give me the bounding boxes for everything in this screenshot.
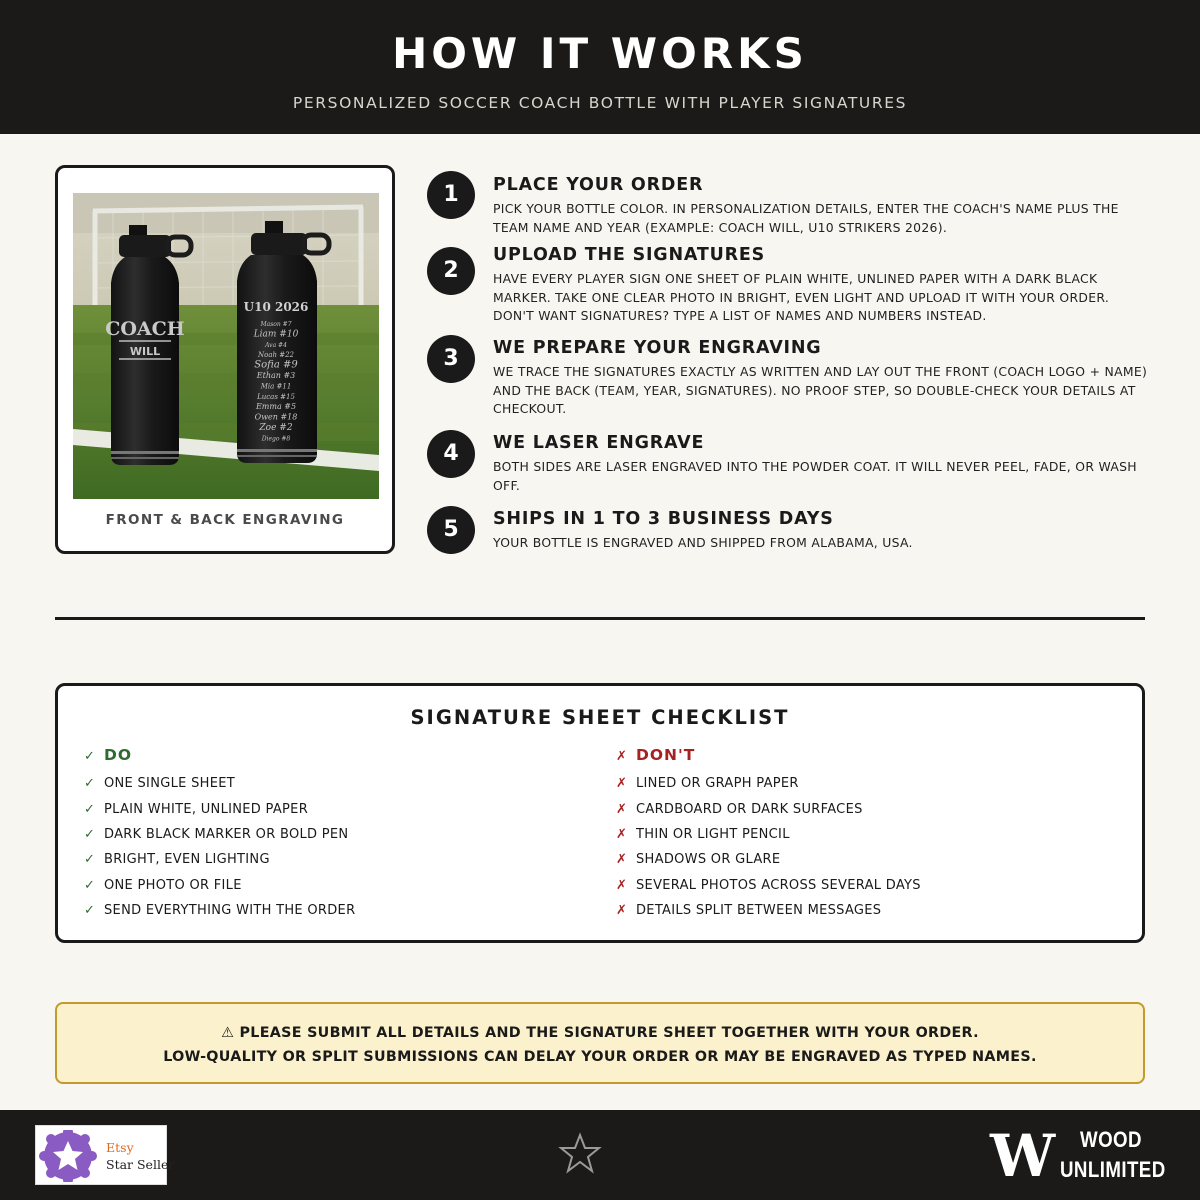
footer [0, 1110, 1200, 1200]
brand-name-line-2: UNLIMITED [1060, 1157, 1166, 1182]
signature-name: Noah #22 [257, 351, 295, 360]
cross-icon: ✗ [616, 776, 628, 792]
notice-line-1: ⚠ PLEASE SUBMIT ALL DETAILS AND THE SIGNATURE SHEET TOGETHER WITH YOUR ORDER. [221, 1025, 979, 1041]
dont-column [616, 746, 921, 923]
star-seller-badge-icon [38, 1130, 100, 1182]
front-bottle-coach-text: COACH [105, 318, 185, 340]
cross-icon: ✗ [616, 852, 628, 868]
cross-icon: ✗ [616, 826, 628, 842]
back-bottle-heading: U10 2026 [243, 300, 309, 314]
step-number-badge: 4 [427, 430, 475, 478]
submission-notice [55, 1002, 1145, 1084]
step-description: YOUR BOTTLE IS ENGRAVED AND SHIPPED FROM ALABAMA, USA. [493, 535, 913, 550]
step-title: PLACE YOUR ORDER [493, 175, 704, 195]
signature-name: Emma #5 [255, 402, 297, 412]
step-number-badge: 5 [427, 506, 475, 554]
brand-name-line-1: WOOD [1080, 1127, 1142, 1152]
check-icon: ✓ [84, 852, 96, 868]
cross-icon: ✗ [616, 903, 628, 919]
star-icon [558, 1131, 602, 1175]
do-item: ✓ ONE SINGLE SHEET [84, 776, 235, 792]
step-number-badge: 3 [427, 335, 475, 383]
signature-name: Zoe #2 [259, 423, 293, 433]
check-icon: ✓ [84, 826, 96, 842]
cross-icon: ✗ [616, 877, 628, 893]
dont-item: ✗ SEVERAL PHOTOS ACROSS SEVERAL DAYS [616, 877, 921, 893]
signature-name: Sofia #9 [254, 359, 298, 371]
dont-item: ✗ SHADOWS OR GLARE [616, 852, 781, 868]
do-item: ✓ ONE PHOTO OR FILE [84, 877, 242, 893]
bottles-on-field-image [73, 193, 379, 499]
do-heading: ✓ DO [84, 746, 133, 764]
star-seller-label: Star Seller [106, 1157, 175, 1172]
signature-name: Mia #11 [260, 382, 292, 391]
dont-item: ✗ CARDBOARD OR DARK SURFACES [616, 801, 863, 817]
wood-unlimited-logo [990, 1124, 1170, 1188]
do-item: ✓ DARK BLACK MARKER OR BOLD PEN [84, 826, 349, 842]
front-bottle-name-text: WILL [129, 345, 161, 358]
step-title: SHIPS IN 1 TO 3 BUSINESS DAYS [493, 509, 834, 529]
step-number-badge: 1 [427, 171, 475, 219]
check-icon: ✓ [84, 749, 96, 764]
step-title: UPLOAD THE SIGNATURES [493, 245, 766, 265]
cross-icon: ✗ [616, 749, 628, 764]
check-icon: ✓ [84, 801, 96, 817]
page-title: HOW IT WORKS [392, 29, 808, 78]
page-subtitle: PERSONALIZED SOCCER COACH BOTTLE WITH PLAYER SIGNATURES [292, 94, 908, 112]
etsy-star-seller-badge [35, 1125, 175, 1185]
signature-name: Ava #4 [265, 341, 287, 349]
signature-name: Mason #7 [260, 321, 292, 328]
section-divider [55, 617, 1145, 620]
do-item: ✓ PLAIN WHITE, UNLINED PAPER [84, 801, 309, 817]
signature-name: Liam #10 [253, 329, 299, 340]
do-column [84, 746, 355, 923]
do-item: ✓ BRIGHT, EVEN LIGHTING [84, 852, 270, 868]
etsy-label: Etsy [106, 1140, 134, 1155]
photo-caption: FRONT & BACK ENGRAVING [105, 512, 345, 528]
cross-icon: ✗ [616, 801, 628, 817]
step-description: BOTH SIDES ARE LASER ENGRAVED INTO THE POWDER COAT. IT WILL NEVER PEEL, FADE, OR WASH OFF. [493, 459, 1137, 493]
signature-name: Lucas #15 [257, 392, 295, 401]
dont-item: ✗ DETAILS SPLIT BETWEEN MESSAGES [616, 903, 882, 919]
step-title: WE LASER ENGRAVE [493, 433, 705, 453]
check-icon: ✓ [84, 903, 96, 919]
step-description: PICK YOUR BOTTLE COLOR. IN PERSONALIZATION DETAILS, ENTER THE COACH'S NAME PLUS THE TEAM NAME AND YEAR (EXAMPLE: COACH WILL, U10 STRIKERS 2026). [493, 201, 1119, 235]
step-number-badge: 2 [427, 247, 475, 295]
header-banner [0, 0, 1200, 134]
notice-line-2: LOW-QUALITY OR SPLIT SUBMISSIONS CAN DELAY YOUR ORDER OR MAY BE ENGRAVED AS TYPED NAMES. [163, 1049, 1037, 1065]
signature-name: Ethan #3 [256, 371, 296, 380]
step-description: HAVE EVERY PLAYER SIGN ONE SHEET OF PLAIN WHITE, UNLINED PAPER WITH A DARK BLACK MARKER. TAKE ONE CLEAR PHOTO IN BRIGHT, EVEN LIGHT AND UPLOAD IT WITH YOUR ORDER. DON'T WANT SIGNATURES? TYPE A LIST OF NAMES AND NUMBERS INSTEAD. [493, 271, 1110, 323]
signature-name: Diego #8 [261, 435, 291, 443]
dont-item: ✗ THIN OR LIGHT PENCIL [616, 826, 790, 842]
product-photo-card [55, 165, 395, 554]
checklist-title: SIGNATURE SHEET CHECKLIST [410, 706, 790, 729]
dont-item: ✗ LINED OR GRAPH PAPER [616, 776, 799, 792]
product-photo [73, 193, 379, 499]
signature-checklist [55, 683, 1145, 943]
signature-name: Owen #18 [254, 412, 298, 422]
dont-heading: ✗ DON'T [616, 746, 696, 764]
brand-monogram: W [990, 1122, 1056, 1190]
check-icon: ✓ [84, 776, 96, 792]
step-description: WE TRACE THE SIGNATURES EXACTLY AS WRITTEN AND LAY OUT THE FRONT (COACH LOGO + NAME) AND THE BACK (TEAM, YEAR, SIGNATURES). NO PROOF STEP, SO DOUBLE-CHECK YOUR DETAILS AT CHECKOUT. [493, 364, 1148, 416]
step-title: WE PREPARE YOUR ENGRAVING [493, 338, 822, 358]
check-icon: ✓ [84, 877, 96, 893]
do-item: ✓ SEND EVERYTHING WITH THE ORDER [84, 903, 356, 919]
